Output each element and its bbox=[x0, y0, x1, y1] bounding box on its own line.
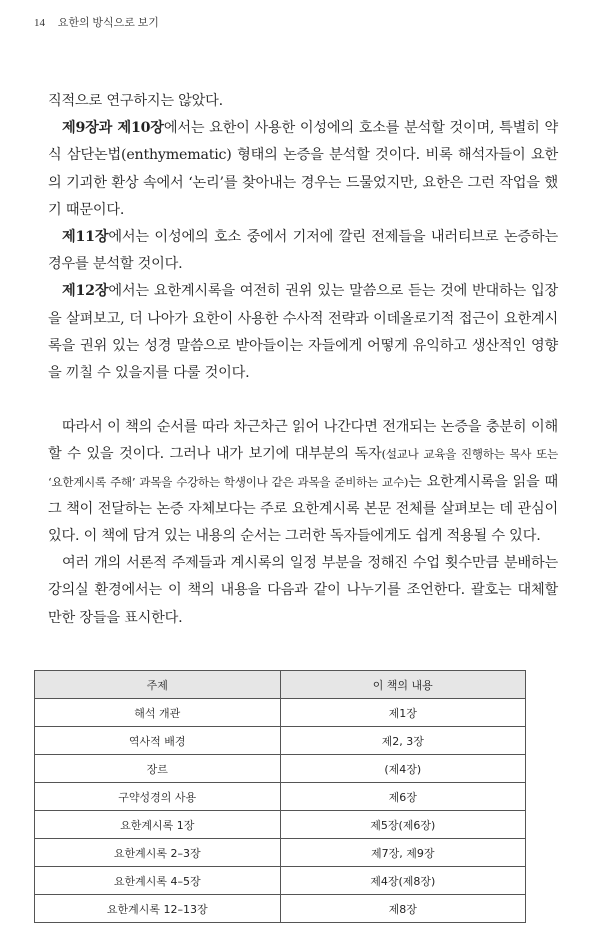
paragraph-1: 직적으로 연구하지는 않았다. bbox=[48, 93, 223, 109]
table-row bbox=[35, 867, 526, 895]
table-row bbox=[35, 755, 526, 783]
paragraph-2-text: 에서는 요한이 사용한 이성에의 호소를 분석할 것이며, 특별히 약식 삼단논법(enthymematic) 형태의 논증을 분석할 것이다. 비록 해석자들이 요한의 기괴한 환상 속에서 ‘논리’를 찾아내는 경우는 드물었지만, 요한은 그런 작업을 했기 때문이다. bbox=[48, 120, 558, 218]
chapter-cell: 제4장(제8장) bbox=[280, 867, 526, 895]
chapter-ref-11: 제11장 bbox=[62, 229, 109, 246]
chapter-cell: (제4장) bbox=[280, 755, 526, 783]
column-header-content: 이 책의 내용 bbox=[280, 671, 526, 699]
paragraph-3 bbox=[48, 224, 558, 278]
body-text bbox=[48, 88, 558, 632]
running-head bbox=[34, 14, 159, 30]
chapter-cell: 제1장 bbox=[280, 699, 526, 727]
paragraph-5-text-a: 따라서 이 책의 순서를 따라 차근차근 읽어 나간다면 전개되는 논증을 충분히 이해할 수 있을 것이다. 그러나 내가 보기에 대부분의 독자 bbox=[48, 419, 558, 463]
chapter-cell: 제8장 bbox=[280, 895, 526, 923]
chapter-cell: 제5장(제6장) bbox=[280, 811, 526, 839]
topic-cell: 요한계시록 4–5장 bbox=[35, 867, 281, 895]
chapter-cell: 제2, 3장 bbox=[280, 727, 526, 755]
paragraph-5-parenthetical: (설교나 교육을 진행하는 목사 또는 ‘요한계시록 주해’ 과목을 수강하는 학생이나 같은 과목을 준비하는 교수) bbox=[48, 447, 558, 489]
table-row bbox=[35, 811, 526, 839]
paragraph-4-text: 에서는 요한계시록을 여전히 권위 있는 말씀으로 듣는 것에 반대하는 입장을 살펴보고, 더 나아가 요한이 사용한 수사적 전략과 이데올로기적 접근이 요한계시록을 권위 있는 성경 말씀으로 받아들이는 자들에게 어떻게 유익하고 생산적인 영향을 끼칠 수 있을지를 다룰 것이다. bbox=[48, 283, 558, 382]
topic-cell: 구약성경의 사용 bbox=[35, 783, 281, 811]
paragraph-6: 여러 개의 서론적 주제들과 계시록의 일정 부분을 정해진 수업 횟수만큼 분배하는 강의실 환경에서는 이 책의 내용을 다음과 같이 나누기를 조언한다. 괄호는 대체할 만한 장들을 표시한다. bbox=[48, 555, 558, 626]
column-header-topic: 주제 bbox=[35, 671, 281, 699]
page-number: 14 bbox=[34, 17, 45, 29]
table-row bbox=[35, 699, 526, 727]
paragraph-3-text: 에서는 이성에의 호소 중에서 기저에 깔린 전제들을 내러티브로 논증하는 경우를 분석할 것이다. bbox=[48, 229, 558, 273]
running-title: 요한의 방식으로 보기 bbox=[57, 17, 159, 29]
table-row bbox=[35, 839, 526, 867]
chapter-mapping-table bbox=[34, 670, 526, 923]
chapter-ref-12: 제12장 bbox=[62, 283, 109, 300]
table-row bbox=[35, 783, 526, 811]
table-row bbox=[35, 727, 526, 755]
table-row bbox=[35, 895, 526, 923]
topic-cell: 요한계시록 12–13장 bbox=[35, 895, 281, 923]
topic-cell: 역사적 배경 bbox=[35, 727, 281, 755]
paragraph-5-text-b: 는 요한계시록을 읽을 때 그 책이 전달하는 논증 자체보다는 주로 요한계시록 본문 전체를 살펴보는 데 관심이 있다. 이 책에 담겨 있는 내용의 순서는 그러한 독자들에게도 쉽게 적용될 수 있다. bbox=[48, 473, 558, 545]
topic-cell: 요한계시록 2–3장 bbox=[35, 839, 281, 867]
topic-cell: 요한계시록 1장 bbox=[35, 811, 281, 839]
chapter-cell: 제6장 bbox=[280, 783, 526, 811]
chapter-ref-9-10: 제9장과 제10장 bbox=[62, 120, 164, 137]
topic-cell: 해석 개관 bbox=[35, 699, 281, 727]
table-header-row bbox=[35, 671, 526, 699]
topic-cell: 장르 bbox=[35, 755, 281, 783]
paragraph-4 bbox=[48, 278, 558, 387]
paragraph-2 bbox=[48, 115, 558, 224]
chapter-cell: 제7장, 제9장 bbox=[280, 839, 526, 867]
paragraph-5 bbox=[48, 414, 558, 550]
